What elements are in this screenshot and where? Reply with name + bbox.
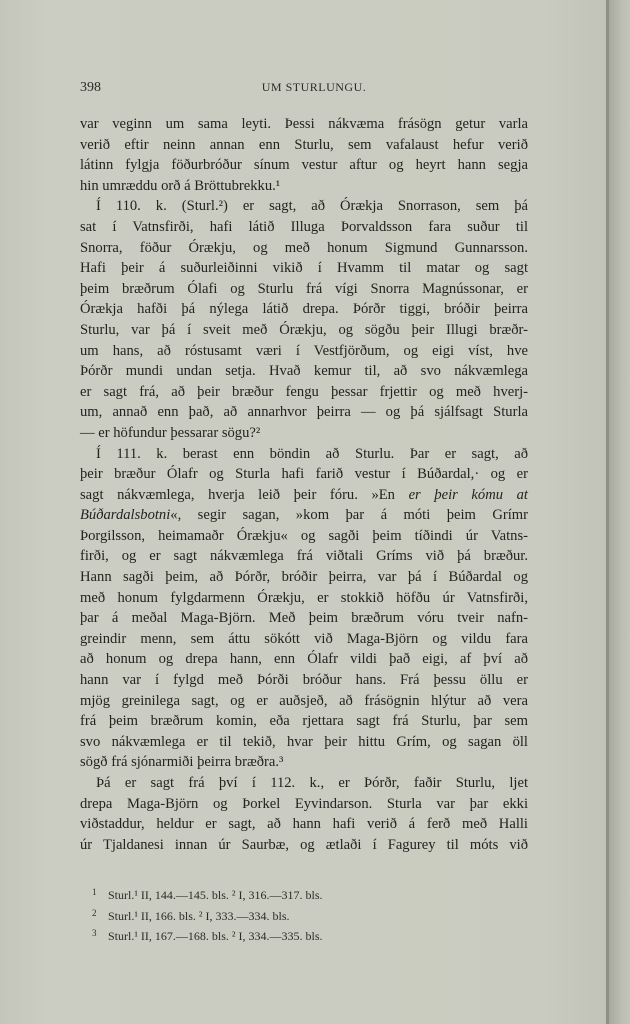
text-line: viðstaddur, heldur er sagt, að hann hafi verið á ferð með Halli: [80, 816, 528, 833]
footnote-text: Sturl.¹ II, 144.—145. bls. ² I, 316.—317. bls.: [108, 888, 323, 902]
text-line: Þórðr mundi undan setja. Hvað kemur til, að svo nákvæmlega: [80, 363, 528, 380]
italic-quote: er þeir kómu at: [408, 486, 528, 503]
footnote-3: [92, 925, 492, 946]
text-line: var veginn um sama leyti. Þessi nákvæma frásögn getur varla: [80, 116, 528, 132]
text-line: drepa Maga-Björn og Þorkel Eyvindarson. Sturla var þar ekki: [80, 795, 528, 812]
paragraph-1: [80, 114, 528, 196]
text-line: — er höfundur þessarar sögu?²: [80, 424, 261, 441]
footnote-number: 2: [92, 907, 97, 918]
footnote-2: [92, 905, 492, 926]
text-line: hin umræddu orð á Bröttubrekku.¹: [80, 177, 281, 194]
text-segment: sagt nákvæmlega, hverja leið þeir fóru. »En: [80, 486, 409, 503]
text-line: er sagt frá, að þeir bræður fengu þessar frjettir og með hverj-: [80, 383, 528, 400]
text-line: Snorra, föður Órækju, og með honum Sigmund Gunnarsson.: [80, 239, 528, 256]
running-title: UM STURLUNGU.: [261, 80, 367, 94]
text-line: úr Tjaldanesi innan úr Saurbæ, og ætlaði í Fagurey til móts við: [80, 836, 528, 853]
footnote-text: Sturl.¹ II, 167.—168. bls. ² I, 334.—335. bls.: [108, 929, 323, 943]
italic-place-name: Búðardalsbotni: [80, 507, 171, 524]
paragraph-3: [80, 444, 528, 774]
text-line: um, annað enn það, að annarhvor þeirra — og þá sjálfsagt Sturla: [80, 404, 528, 421]
text-line-with-italic: [80, 505, 528, 526]
footnote-text: Sturl.¹ II, 166. bls. ² I, 333.—334. bls.: [108, 908, 290, 923]
body-text: [80, 114, 528, 855]
paragraph-4: [80, 773, 528, 855]
text-line: Sturlu, var þá í sveit með Órækju, og sögðu þeir Illugi bræðr-: [80, 321, 528, 338]
text-segment: «, segir sagan, »kom þar á móti þeim Grímr: [170, 507, 528, 524]
text-line: þeim bræðrum Ólafi og Sturlu frá vígi Snorra Magnússonar, er: [80, 280, 528, 297]
page-header: [80, 80, 528, 100]
text-line: verið eftir neinn annan enn Sturlu, sem vafalaust hefur verið: [80, 136, 528, 153]
text-line: sat í Vatnsfirði, hafi látið Illuga Þorvaldsson fara suður til: [80, 218, 528, 235]
text-line: Í 111. k. berast enn böndin að Sturlu. Þar er sagt, að: [96, 445, 528, 462]
text-line: Þorgilsson, heimamaðr Órækju« og sagði þeim tíðindi úr Vatns-: [80, 527, 528, 544]
text-line: þeir bræður Ólafr og Sturla hafi farið vestur í Búðardal,· og er: [80, 466, 528, 483]
text-line: Í 110. k. (Sturl.²) er sagt, að Órækja Snorrason, sem þá: [96, 198, 528, 215]
text-line: hann var í fylgd með Þórði bróður hans. Frá þessu öllu er: [80, 672, 528, 689]
footnote-number: 1: [92, 887, 97, 897]
text-line: með honum fylgdarmenn Órækju, er stokkið höfðu úr Vatnsfirði,: [80, 589, 528, 606]
text-line: Þá er sagt frá því í 112. k., er Þórðr, faðir Sturlu, ljet: [96, 775, 528, 791]
text-line: Hafi þeir á suðurleiðinni vikið í Hvamm til matar og sagt: [80, 260, 528, 277]
text-line: Hann sagði þeim, að Þórðr, bróðir þeirra, var þá í Búðardal og: [80, 569, 528, 586]
text-line: greindir menn, sem áttu sökótt við Maga-Björn og vildu fara: [80, 630, 528, 647]
page-number: 398: [80, 80, 101, 95]
text-line: frá þeim bræðrum komin, eða rjettara sagt frá Sturlu, þar sem: [80, 713, 528, 730]
text-line: Órækja hafði þá nýlega látið drepa. Þórðr tiggi, bróðir þeirra: [80, 301, 528, 318]
text-line: um hans, að róstusamt væri í Vestfjörðum, og eigi víst, hve: [80, 342, 528, 359]
text-line-with-italic: [80, 485, 528, 506]
text-line: sögð frá sjónarmiði þeirra bræðra.³: [80, 754, 284, 771]
paragraph-2: [80, 196, 528, 443]
text-line: firði, og er sagt nákvæmlega frá viðtali Gríms við þá bræður.: [80, 548, 528, 565]
footnote-1: [92, 884, 492, 905]
page-gutter-shadow: [609, 0, 630, 1024]
text-line: látinn fylgja föðurbróður sínum vestur aftur og heyrt hann segja: [80, 157, 528, 174]
text-line: mjög greinilega sagt, og er auðsjeð, að frásögnin hlýtur að vera: [80, 692, 528, 709]
text-line: að honum og drepa hann, enn Ólafr vildi það eigi, af því að: [80, 651, 528, 668]
text-line: þar á meðal Maga-Björn. Með þeim bræðrum vóru tveir nafn-: [80, 610, 528, 627]
footnote-number: 3: [92, 928, 97, 938]
text-line: svo nákvæmlega er til tekið, hvar þeir hittu Grím, og sagan öll: [80, 733, 528, 750]
footnotes: [92, 884, 492, 946]
